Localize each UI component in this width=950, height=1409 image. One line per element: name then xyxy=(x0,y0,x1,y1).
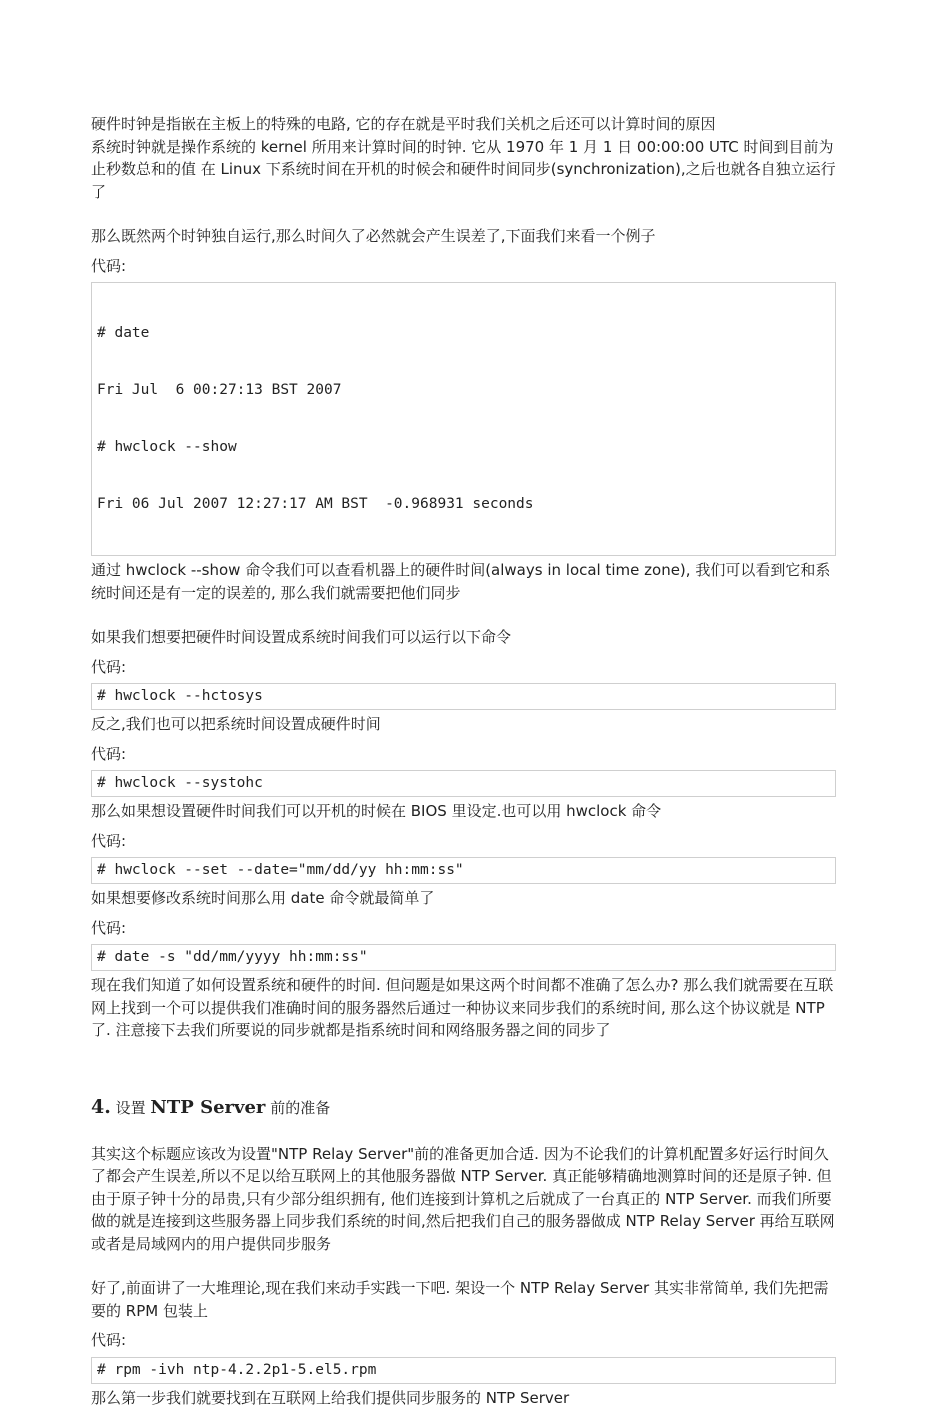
paragraph-system-clock: 系统时钟就是操作系统的 kernel 所用来计算时间的时钟. 它从 1970 年 1 月 1 日 00:00:00 UTC 时间到目前为止秒数总和的值 在 Linux 下系统时间在开机的时候会和硬件时间同步(synchronization),之后也就各自独立运行了 xyxy=(91,136,836,204)
paragraph-clock-drift: 那么既然两个时钟独自运行,那么时间久了必然就会产生误差了,下面我们来看一个例子 xyxy=(91,225,836,248)
code-label: 代码: xyxy=(91,830,836,853)
paragraph-hctosys-intro: 如果我们想要把硬件时间设置成系统时间我们可以运行以下命令 xyxy=(91,626,836,649)
code-block-systohc: # hwclock --systohc xyxy=(91,770,836,797)
section-title-pre: 设置 xyxy=(116,1099,146,1117)
code-line: # hwclock --show xyxy=(97,438,830,457)
paragraph-hardware-clock: 硬件时钟是指嵌在主板上的特殊的电路, 它的存在就是平时我们关机之后还可以计算时间的原因 xyxy=(91,113,836,136)
code-label: 代码: xyxy=(91,917,836,940)
code-block-hwclock-set: # hwclock --set --date="mm/dd/yy hh:mm:ss" xyxy=(91,857,836,884)
section-title-post: 前的准备 xyxy=(270,1099,330,1117)
code-block-date-set: # date -s "dd/mm/yyyy hh:mm:ss" xyxy=(91,944,836,971)
code-block-hctosys: # hwclock --hctosys xyxy=(91,683,836,710)
section-title-bold: NTP Server xyxy=(150,1097,265,1118)
code-block-date-hwclock xyxy=(91,282,836,556)
paragraph-set-system-time: 如果想要修改系统时间那么用 date 命令就最简单了 xyxy=(91,887,836,910)
paragraph-hwclock-show: 通过 hwclock --show 命令我们可以查看机器上的硬件时间(always in local time zone), 我们可以看到它和系统时间还是有一定的误差的, 那么我们就需要把他们同步 xyxy=(91,559,836,604)
document-body xyxy=(91,113,836,1409)
code-label: 代码: xyxy=(91,255,836,278)
code-block-rpm-install: # rpm -ivh ntp-4.2.2p1-5.el5.rpm xyxy=(91,1357,836,1384)
code-line: # date xyxy=(97,324,830,343)
code-label: 代码: xyxy=(91,1329,836,1352)
paragraph-ntp-intro: 现在我们知道了如何设置系统和硬件的时间. 但问题是如果这两个时间都不准确了怎么办? 那么我们就需要在互联网上找到一个可以提供我们准确时间的服务器然后通过一种协议来同步我们的系统时间, 那么这个协议就是 NTP 了. 注意接下去我们所要说的同步就都是指系统时间和网络服务器之间的同步了 xyxy=(91,974,836,1042)
code-line: Fri 06 Jul 2007 12:27:17 AM BST -0.968931 seconds xyxy=(97,495,830,514)
code-label: 代码: xyxy=(91,656,836,679)
paragraph-set-hardware-time: 那么如果想设置硬件时间我们可以开机的时候在 BIOS 里设定.也可以用 hwclock 命令 xyxy=(91,800,836,823)
paragraph-relay-server: 其实这个标题应该改为设置"NTP Relay Server"前的准备更加合适. 因为不论我们的计算机配置多好运行时间久了都会产生误差,所以不足以给互联网上的其他服务器做 NTP Server. 真正能够精确地测算时间的还是原子钟. 但由于原子钟十分的昂贵,只有少部分组织拥有, 他们连接到计算机之后就成了一台真正的 NTP Server. 而我们所要做的就是连接到这些服务器上同步我们系统的时间,然后把我们自己的服务器做成 NTP Relay Server 再给互联网或者是局域网内的用户提供同步服务 xyxy=(91,1143,836,1256)
section-number: 4. xyxy=(91,1096,111,1118)
paragraph-install-rpm: 好了,前面讲了一大堆理论,现在我们来动手实践一下吧. 架设一个 NTP Relay Server 其实非常简单, 我们先把需要的 RPM 包装上 xyxy=(91,1277,836,1322)
paragraph-find-ntp-server: 那么第一步我们就要找到在互联网上给我们提供同步服务的 NTP Server xyxy=(91,1387,836,1409)
code-label: 代码: xyxy=(91,743,836,766)
code-line: Fri Jul 6 00:27:13 BST 2007 xyxy=(97,381,830,400)
section-heading-4 xyxy=(91,1094,836,1121)
paragraph-systohc-intro: 反之,我们也可以把系统时间设置成硬件时间 xyxy=(91,713,836,736)
